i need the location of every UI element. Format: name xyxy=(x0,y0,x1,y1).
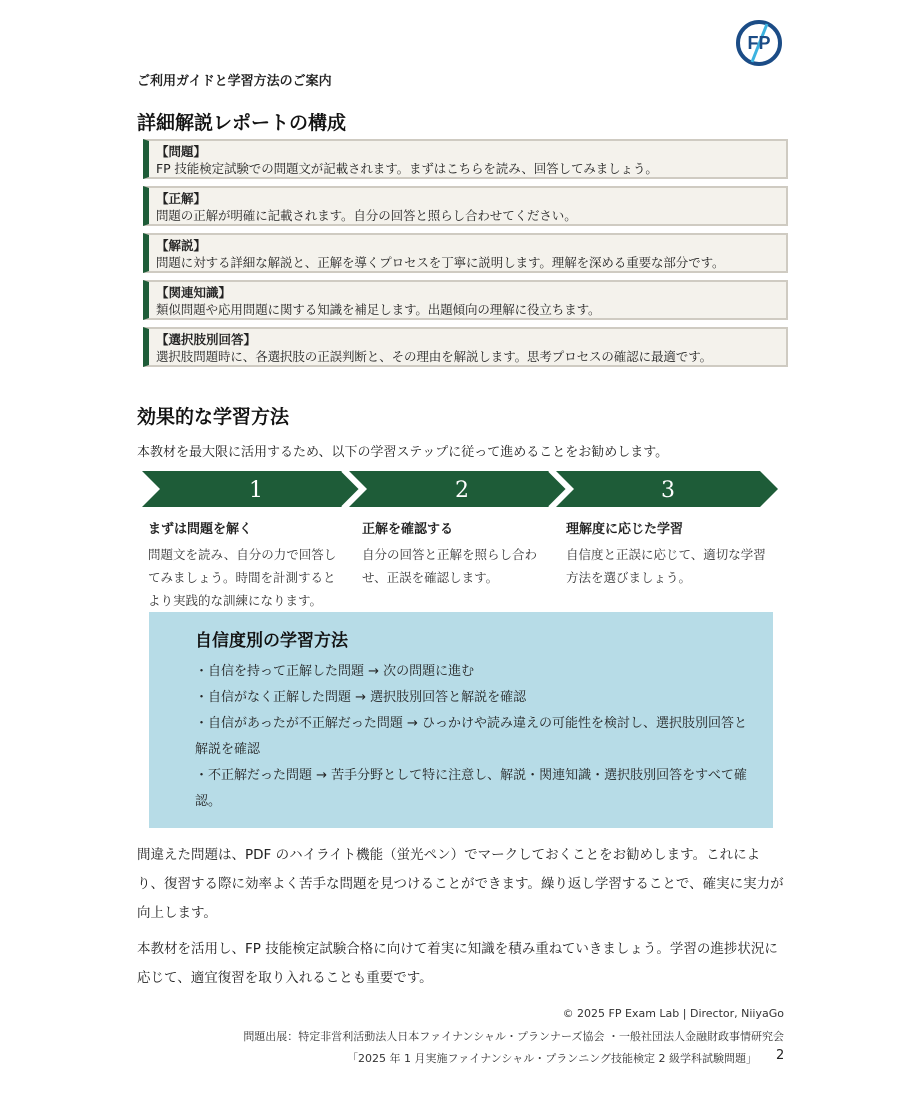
closing-paragraph: 本教材を活用し、FP 技能検定試験合格に向けて着実に知識を積み重ねていきましょう。学習の進捗状況に応じて、適宜復習を取り入れることも重要です。 xyxy=(137,941,778,986)
section-title: 【解説】 xyxy=(156,238,207,253)
section-choices xyxy=(143,327,788,367)
step-title: 正解を確認する xyxy=(362,522,454,537)
logo-text: FP xyxy=(747,33,771,53)
step-title: まずは問題を解く xyxy=(148,522,253,537)
section-title: 【問題】 xyxy=(156,144,207,159)
step-number-2: 2 xyxy=(455,478,469,503)
method-intro: 本教材を最大限に活用するため、以下の学習ステップに従って進めることをお勧めします。 xyxy=(137,445,669,460)
step-desc: 自信度と正誤に応じて、適切な学習方法を選びましょう。 xyxy=(566,547,766,585)
footer-exam: 「2025 年 1 月実施ファイナンシャル・プランニング技能検定 2 級学科試験問題」 xyxy=(347,1052,757,1065)
step-desc: 問題文を読み、自分の力で回答してみましょう。時間を計測するとより実践的な訓練になります。 xyxy=(148,547,337,608)
footer-source: 問題出展：特定非営利活動法人日本ファイナンシャル・プランナーズ協会 ・一般社団法人金融財政事情研究会 xyxy=(243,1030,784,1043)
section-title: 【関連知識】 xyxy=(156,285,232,300)
section-explanation xyxy=(143,233,788,273)
fp-logo xyxy=(734,18,784,68)
step-title: 理解度に応じた学習 xyxy=(566,522,684,537)
step-1 xyxy=(148,518,338,612)
section-desc: 問題に対する詳細な解説と、正解を導くプロセスを丁寧に説明します。理解を深める重要な部分です。 xyxy=(156,255,725,270)
confidence-item: ・不正解だった問題 → 苦手分野として特に注意し、解説・関連知識・選択肢別回答をすべて確認。 xyxy=(195,768,747,809)
section-desc: 類似問題や応用問題に関する知識を補足します。出題傾向の理解に役立ちます。 xyxy=(156,302,601,317)
step-3 xyxy=(566,518,766,589)
page-number: 2 xyxy=(776,1048,785,1063)
step-2 xyxy=(362,518,548,589)
report-heading: 詳細解説レポートの構成 xyxy=(137,112,347,134)
section-related xyxy=(143,280,788,320)
section-desc: FP 技能検定試験での問題文が記載されます。まずはこちらを読み、回答してみましょう。 xyxy=(156,161,658,176)
step-number-1: 1 xyxy=(249,478,263,503)
section-desc: 選択肢問題時に、各選択肢の正誤判断と、その理由を解説します。思考プロセスの確認に最適です。 xyxy=(156,349,713,364)
method-heading: 効果的な学習方法 xyxy=(137,406,290,428)
section-answer xyxy=(143,186,788,226)
section-title: 【選択肢別回答】 xyxy=(156,332,257,347)
step-arrow-bar xyxy=(142,471,782,507)
section-problem xyxy=(143,139,788,179)
step-number-3: 3 xyxy=(661,478,675,503)
step-desc: 自分の回答と正解を照らし合わせ、正誤を確認します。 xyxy=(362,547,538,585)
confidence-item: ・自信を持って正解した問題 → 次の問題に進む xyxy=(195,664,475,679)
review-paragraph: 間違えた問題は、PDF のハイライト機能（蛍光ペン）でマークしておくことをお勧めします。これにより、復習する際に効率よく苦手な問題を見つけることができます。繰り返し学習することで、確実に実力が向上します。 xyxy=(137,847,784,921)
header-title: ご利用ガイドと学習方法のご案内 xyxy=(137,74,332,89)
confidence-item: ・自信があったが不正解だった問題 → ひっかけや読み違えの可能性を検討し、選択肢別回答と解説を確認 xyxy=(195,716,748,757)
section-desc: 問題の正解が明確に記載されます。自分の回答と照らし合わせてください。 xyxy=(156,208,577,223)
confidence-box xyxy=(149,612,773,828)
confidence-item: ・自信がなく正解した問題 → 選択肢別回答と解説を確認 xyxy=(195,690,527,705)
section-title: 【正解】 xyxy=(156,191,207,206)
footer-copyright: © 2025 FP Exam Lab | Director, NiiyaGo xyxy=(562,1007,784,1020)
confidence-heading: 自信度別の学習方法 xyxy=(195,631,348,651)
report-sections xyxy=(143,139,788,374)
